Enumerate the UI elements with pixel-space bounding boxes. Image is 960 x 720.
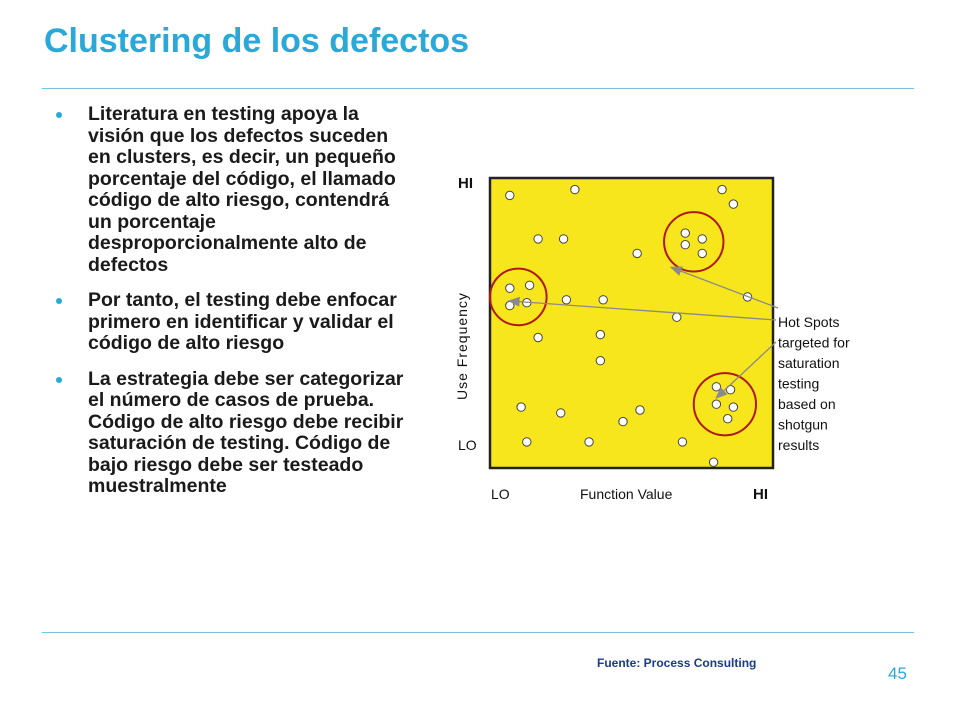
data-point [506,284,514,292]
annotation-line: results [778,437,820,453]
data-point [729,200,737,208]
data-point [557,409,565,417]
data-point [698,235,706,243]
data-point [571,185,579,193]
data-point [709,458,717,466]
bullet-text: Por tanto, el testing debe enfocar primero en identificar y validar el código de alto riesgo [88,289,397,354]
annotation-line: testing [778,375,820,392]
x-tick-lo: LO [491,486,510,502]
data-point [506,301,514,309]
annotation-line: Hot Spots [778,314,840,330]
plot-area [490,178,773,468]
bullet-dot-icon [56,377,62,383]
data-point [729,403,737,411]
data-point [678,438,686,446]
bullet-item [52,290,412,355]
data-point [599,296,607,304]
data-point [712,400,720,408]
data-point [559,235,567,243]
x-axis-label: Function Value [580,486,673,502]
bullet-item [52,104,412,276]
data-point [724,415,732,423]
footer-divider [42,632,914,633]
bullet-item [52,369,412,498]
data-point [633,249,641,257]
data-point [619,417,627,425]
data-point [718,185,726,193]
data-point [698,249,706,257]
y-tick-lo: LO [458,437,477,453]
y-axis-label: Use Frequency [454,292,470,400]
annotation-line: targeted for [778,334,850,351]
annotation-line: based on [778,396,836,412]
slide-title: Clustering de los defectos [44,22,470,60]
hot-spots-annotation [778,314,850,453]
bullet-dot-icon [56,298,62,304]
bullet-list [52,104,412,512]
annotation-line: saturation [778,355,840,371]
bullet-text: Literatura en testing apoya la visión que los defectos suceden en clusters, es decir, un pequeño porcentaje del código, el llamado código de alto riesgo, contendrá un porcentaje desproporcionalmente alto de defectos [88,103,396,276]
data-point [517,403,525,411]
data-point [562,296,570,304]
data-point [523,438,531,446]
data-point [506,191,514,199]
data-point [673,313,681,321]
bullet-text: La estrategia debe ser categorizar el número de casos de prueba. Código de alto riesgo debe recibir saturación de testing. Código de bajo riesgo debe ser testeado muestralmente [88,367,404,497]
page-number: 45 [888,664,907,683]
data-point [712,383,720,391]
title-divider [42,88,914,89]
data-point [636,406,644,414]
data-point [534,235,542,243]
data-point [534,333,542,341]
data-point [681,229,689,237]
bullet-dot-icon [56,112,62,118]
annotation-line: shotgun [778,416,828,433]
defect-cluster-chart [440,160,850,510]
x-tick-hi: HI [753,486,768,503]
data-point [525,281,533,289]
data-point [585,438,593,446]
data-point [596,330,604,338]
y-tick-hi: HI [458,175,473,192]
source-note: Fuente: Process Consulting [597,656,757,670]
data-point [681,241,689,249]
data-point [596,357,604,365]
